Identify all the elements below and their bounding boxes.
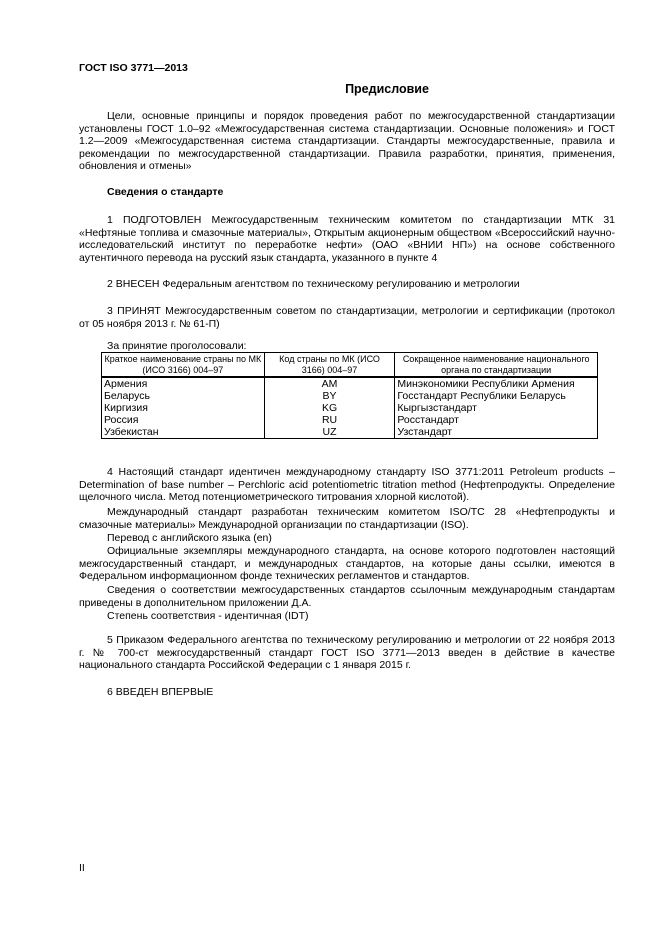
column-header-country: Краткое наименование страны по МК (ИСО 3166) 004–97 — [102, 353, 265, 378]
item-2-paragraph: 2 ВНЕСЕН Федеральным агентством по техническому регулированию и метрологии — [107, 278, 520, 290]
country-cell: Беларусь — [102, 390, 265, 402]
code-cell: RU — [264, 414, 395, 426]
body-cell: Кыргызстандарт — [395, 402, 598, 414]
column-header-code: Код страны по МК (ИСО 3166) 004–97 — [264, 353, 395, 378]
page-title-text: Предисловие — [345, 82, 429, 96]
document-id-header: ГОСТ ISO 3771—2013 — [79, 62, 188, 74]
item-1-paragraph: 1 ПОДГОТОВЛЕН Межгосударственным техническим комитетом по стандартизации МТК 31 «Нефтяные топлива и смазочные материалы», Открытым акционерным обществом «Всероссийский научно-исследовательский институт по переработке нефти» (ОАО «ВНИИ НП») на основе собственного аутентичного перевода на русский язык стандарта, указанного в пункте 4 — [79, 214, 615, 264]
voting-table — [101, 352, 598, 439]
item-5-paragraph: 5 Приказом Федерального агентства по техническому регулированию и метрологии от 22 ноября 2013 г. № 700-ст межгосударственный стандарт ГОСТ ISO 3771—2013 введен в действие в качестве национального стандарта Российской Федерации с 1 января 2015 г. — [79, 634, 615, 672]
item-4-degree: Степень соответствия - идентичная (IDT) — [107, 610, 309, 622]
code-cell: UZ — [264, 426, 395, 439]
item-3-paragraph: 3 ПРИНЯТ Межгосударственным советом по стандартизации, метрологии и сертификации (протокол от 05 ноября 2013 г. № 61-П) — [79, 305, 615, 330]
item-4-translation: Перевод с английского языка (en) — [107, 532, 272, 544]
country-cell: Россия — [102, 414, 265, 426]
item-6-paragraph: 6 ВВЕДЕН ВПЕРВЫЕ — [107, 686, 214, 698]
body-cell: Узстандарт — [395, 426, 598, 439]
vote-label: За принятие проголосовали: — [107, 340, 247, 352]
code-cell: BY — [264, 390, 395, 402]
item-4-tc-paragraph: Международный стандарт разработан техническим комитетом ISO/TC 28 «Нефтепродукты и смазочные материалы» Международной организации по стандартизации (ISO). — [79, 506, 615, 531]
table-header-row — [102, 353, 598, 378]
body-cell: Росстандарт — [395, 414, 598, 426]
table-row — [102, 402, 598, 414]
section-heading: Сведения о стандарте — [107, 186, 224, 198]
country-cell: Киргизия — [102, 402, 265, 414]
code-cell: AM — [264, 377, 395, 390]
country-cell: Армения — [102, 377, 265, 390]
item-4-official-copies: Официальные экземпляры международного стандарта, на основе которого подготовлен настоящий межгосударственный стандарт, и международных стандартов, на которые даны ссылки, имеются в Федеральном информационном фонде технических регламентов и стандартов. — [79, 545, 615, 583]
page-title — [79, 82, 615, 96]
column-header-body: Сокращенное наименование национального органа по стандартизации — [395, 353, 598, 378]
code-cell: KG — [264, 402, 395, 414]
country-cell: Узбекистан — [102, 426, 265, 439]
table-row — [102, 426, 598, 439]
item-4-paragraph: 4 Настоящий стандарт идентичен международному стандарту ISO 3771:2011 Petroleum products – Determination of base number – Perchloric acid potentiometric titration method (Нефтепродукты. Определение щелочного числа. Метод потенциометрического титрования хлорной кислотой). — [79, 466, 615, 504]
table-row — [102, 377, 598, 390]
intro-paragraph: Цели, основные принципы и порядок проведения работ по межгосударственной стандартизации установлены ГОСТ 1.0–92 «Межгосударственная система стандартизации. Основные положения» и ГОСТ 1.2—2009 «Межгосударственная система стандартизации. Стандарты межгосударственные, правила и рекомендации по межгосударственной стандартизации. Правила разработки, принятия, применения, обновления и отмены» — [79, 110, 615, 173]
table-row — [102, 390, 598, 402]
table-row — [102, 414, 598, 426]
item-4-correspondence: Сведения о соответствии межгосударственных стандартов ссылочным международным стандартам приведены в дополнительном приложении Д.А. — [79, 584, 615, 609]
body-cell: Минэкономики Республики Армения — [395, 377, 598, 390]
page-number: II — [79, 862, 85, 874]
body-cell: Госстандарт Республики Беларусь — [395, 390, 598, 402]
